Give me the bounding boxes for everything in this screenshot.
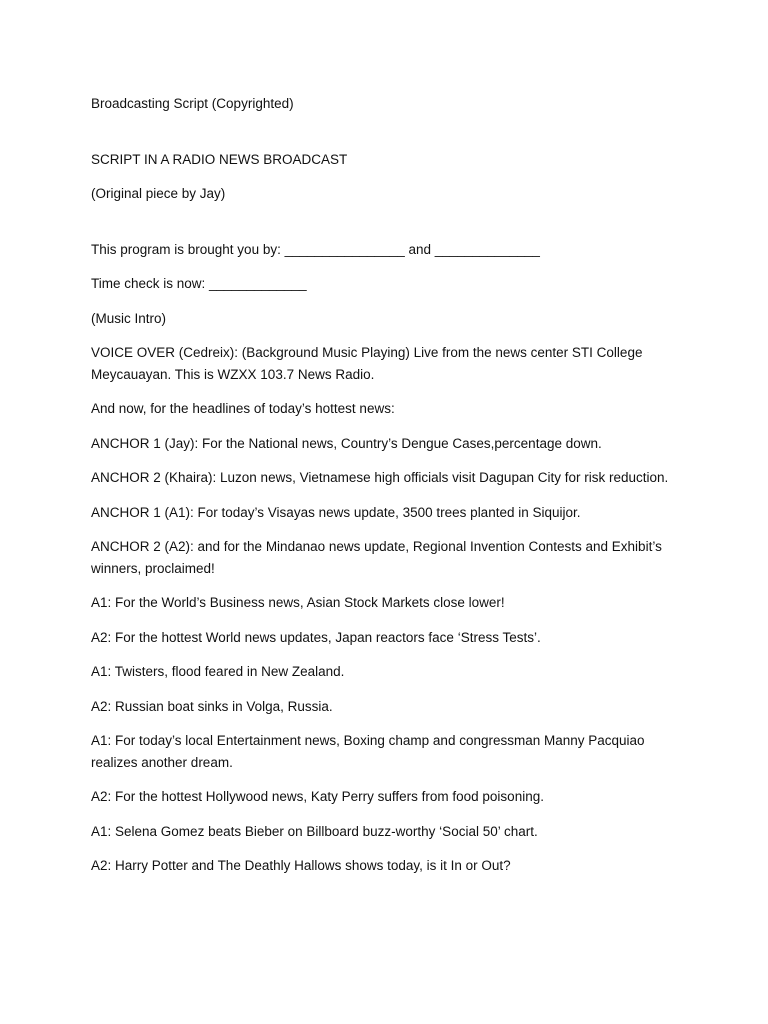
a2-world-line: A2: For the hottest World news updates, Japan reactors face ‘Stress Tests’. (91, 629, 541, 645)
a2-harry-potter-line: A2: Harry Potter and The Deathly Hallows shows today, is it In or Out? (91, 858, 511, 873)
anchor2-mindanao-line: ANCHOR 2 (A2): and for the Mindanao news update, Regional Invention Contests and Exhibit’s winners, proclaimed! (91, 539, 662, 576)
a1-twisters-line: A1: Twisters, flood feared in New Zealand. (91, 664, 345, 679)
attribution-line: (Original piece by Jay) (91, 186, 226, 201)
sponsor-line: This program is brought you by: ________________ and ______________ (91, 241, 540, 257)
script-heading: SCRIPT IN A RADIO NEWS BROADCAST (91, 151, 348, 167)
headlines-intro-line: And now, for the headlines of today’s hottest news: (91, 401, 395, 416)
a1-entertainment-line: A1: For today’s local Entertainment news, Boxing champ and congressman Manny Pacquiao realizes another dream. (91, 733, 645, 770)
a2-russia-line: A2: Russian boat sinks in Volga, Russia. (91, 698, 333, 714)
anchor1-visayas-line: ANCHOR 1 (A1): For today’s Visayas news update, 3500 trees planted in Siquijor. (91, 504, 581, 520)
anchor1-national-line: ANCHOR 1 (Jay): For the National news, Country’s Dengue Cases,percentage down. (91, 435, 602, 451)
a2-hollywood-line: A2: For the hottest Hollywood news, Katy Perry suffers from food poisoning. (91, 789, 544, 804)
time-check-line: Time check is now: _____________ (91, 276, 307, 291)
anchor2-luzon-line: ANCHOR 2 (Khaira): Luzon news, Vietnamese high officials visit Dagupan City for risk reduction. (91, 470, 669, 485)
a1-billboard-line: A1: Selena Gomez beats Bieber on Billboard buzz-worthy ‘Social 50’ chart. (91, 823, 538, 839)
music-intro-line: (Music Intro) (91, 310, 167, 326)
document-body (91, 93, 691, 890)
document-title-line: Broadcasting Script (Copyrighted) (91, 96, 294, 111)
voice-over-line: VOICE OVER (Cedreix): (Background Music Playing) Live from the news center STI College Meycauayan. This is WZXX 103.7 News Radio. (91, 345, 643, 382)
a1-business-line: A1: For the World’s Business news, Asian Stock Markets close lower! (91, 595, 505, 610)
